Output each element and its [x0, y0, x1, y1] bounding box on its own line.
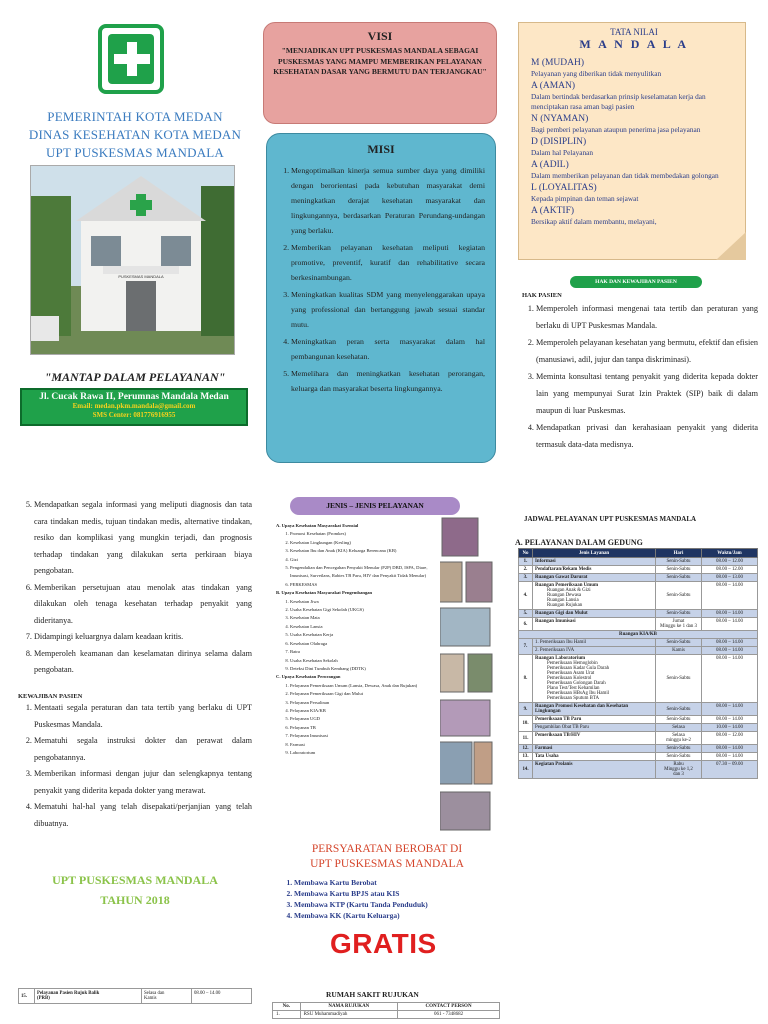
- row-sub: Pemeriksaan Kolestrol: [547, 676, 592, 681]
- section-title: C. Upaya Kesehatan Perorangan: [276, 674, 341, 680]
- row-hari: Senin-Sabtu: [656, 703, 702, 716]
- table-row: [519, 753, 758, 761]
- row-jam: 10.00 – 14.00: [702, 724, 758, 732]
- service-item: 9. Deteksi Dini Tumbuh Kembang (DDTK): [290, 665, 436, 673]
- row-name-text: Ruangan Pemeriksaan Umum: [535, 583, 599, 588]
- row-no: 5.: [519, 610, 533, 618]
- row-jam: 08.00 – 14.00: [192, 989, 252, 1004]
- service-item: 2. Pelayanan Pemeriksaan Gigi dan Mulut: [290, 690, 436, 698]
- row-name: [35, 989, 142, 1004]
- row-sub: Ruangan Anak & Gizi: [547, 588, 591, 593]
- row-jam: 08.00 – 14.00: [702, 753, 758, 761]
- row-hari-line: Jumat: [672, 619, 685, 624]
- hak-kewajiban-banner: HAK DAN KEWAJIBAN PASIEN: [570, 276, 702, 288]
- hak-pasien-continued: [18, 497, 252, 679]
- value-key: N (NYAMAN): [531, 114, 589, 124]
- row-jam: 08.00 – 12.00: [702, 732, 758, 745]
- table-row: [519, 558, 758, 566]
- value-desc: Dalam memberikan pelayanan dan tidak membedakan golongan: [531, 171, 719, 180]
- row-name: 2. Pemeriksaan IVA: [533, 647, 656, 655]
- table-row: [519, 732, 758, 745]
- row-name: Tata Usaha: [533, 753, 656, 761]
- jadwal-subtitle: A. PELAYANAN DALAM GEDUNG: [515, 538, 643, 547]
- kewajiban-item: 4. Mematuhi hal-hal yang telah disepakati/perjanjian yang telah dibuatnya.: [34, 799, 252, 832]
- row-sub: Plano Test/Test Kehamilan: [547, 686, 600, 691]
- hak-item: 8. Memperoleh keamanan dan keselamatan dirinya selama dalam pengobatan.: [34, 646, 252, 679]
- row-hari-line: dan 3: [673, 772, 684, 777]
- row-no: 4.: [519, 582, 533, 610]
- row-jam: 07.30 – 09.00: [702, 761, 758, 779]
- col-header: Jenis Layanan: [533, 549, 656, 558]
- misi-box: [266, 133, 496, 463]
- puskesmas-building-photo: [30, 165, 235, 355]
- row-no: 7.: [519, 639, 533, 655]
- table-row: [519, 655, 758, 703]
- row-hari: Senin-Sabtu: [656, 566, 702, 574]
- jadwal-table: [518, 548, 758, 779]
- row-no: 14.: [519, 761, 533, 779]
- col-header: Waktu/Jam: [702, 549, 758, 558]
- row-jam: 08.00 – 14.00: [702, 745, 758, 753]
- row-hari: Kamis: [656, 647, 702, 655]
- table-row: [519, 724, 758, 732]
- kewajiban-title: KEWAJIBAN PASIEN: [18, 693, 83, 700]
- row-hari: Senin-Sabtu: [656, 639, 702, 647]
- upt-year-footer: [40, 870, 230, 910]
- section-title: B. Upaya Kesehatan Masyarakat Pengembangan: [276, 590, 373, 596]
- table-row: [19, 989, 252, 1004]
- service-item: 5. Pengendalian dan Pencegahan Penyakit Menular (P2P) DBD, ISPA, Diare, Imunisasi, Surveilans, Rabies TB Paru, HIV dan Penyakit Tidak Menular): [290, 564, 436, 581]
- row-jam: 08.00 – 14.00: [702, 716, 758, 724]
- hak-item: 3. Meminta konsultasi tentang penyakit yang diderita kepada dokter lain yang mempunyai Surat Izin Praktek (SIP) baik di dalam maupun di luar Puskesmas.: [536, 368, 758, 419]
- row-name: Kegiatan Prolanis: [533, 761, 656, 779]
- service-item: 1. Pelayanan Pemeriksaan Umum (Lansia, Dewasa, Anak dan Rujukan): [290, 682, 436, 690]
- hak-pasien-title: HAK PASIEN: [522, 292, 562, 299]
- row-name-line: (PRB): [37, 996, 50, 1001]
- service-item: 7. Pelayanan Imunisasi: [290, 732, 436, 740]
- persyaratan-title-line2: UPT PUSKESMAS MANDALA: [310, 858, 464, 870]
- service-item: 1. Kesehatan Jiwa: [290, 598, 436, 606]
- row-jam: 08.00 – 14.00: [702, 582, 758, 610]
- row-hari: Senin-Sabtu: [656, 574, 702, 582]
- service-item: 8. Usaha Kesehatan Sekolah: [290, 657, 436, 665]
- row-no: 8.: [519, 655, 533, 703]
- hak-item: 4. Mendapatkan privasi dan kerahasiaan penyakit yang diderita termasuk data-data medisnya.: [536, 419, 758, 453]
- misi-item: 1. Mengoptimalkan kinerja semua sumber daya yang dimiliki dengan berorientasi pada kebutuhan masyarakat demi meningkatkan derajat kesehatan masyarakat dan lingkungannya, berdasarkan Peraturan Perundang-undangan yang berlaku.: [291, 163, 485, 238]
- row-name: Farmasi: [533, 745, 656, 753]
- hak-item: 1. Memperoleh informasi mengenai tata tertib dan peraturan yang berlaku di UPT Puskesmas Mandala.: [536, 300, 758, 334]
- persyaratan-title: [272, 842, 502, 872]
- persyaratan-item: 3. Membawa KTP (Kartu Tanda Penduduk): [294, 899, 428, 910]
- service-item: 6. Kesehatan Olahraga: [290, 640, 436, 648]
- hak-item: 6. Memberikan persetujuan atau menolak atas tindakan yang dilakukan oleh tenaga kesehatan terhadap penyakit yang dideritanya.: [34, 580, 252, 630]
- persyaratan-item: 4. Membawa KK (Kartu Keluarga): [294, 910, 428, 921]
- service-photo: [474, 742, 492, 784]
- row-hari-line: Minggu ke 1,2: [664, 767, 693, 772]
- table-row: [519, 574, 758, 582]
- service-photo: [440, 742, 472, 784]
- col-header: NAMA RUJUKAN: [300, 1003, 397, 1011]
- misi-item: 5. Memelihara dan meningkatkan kesehatan perorangan, keluarga dan masyarakat beserta lingkungannya.: [291, 366, 485, 396]
- col-header: Hari: [656, 549, 702, 558]
- persyaratan-item: 1. Membawa Kartu Berobat: [294, 877, 428, 888]
- table-row: [519, 631, 758, 639]
- row-hari-line: Minggu ke 1 dan 3: [660, 624, 697, 629]
- row-sub: Pemeriksaan Hemoglobin: [547, 661, 598, 666]
- service-photo: [440, 654, 464, 692]
- row-jam: 08.00 – 14.00: [702, 655, 758, 703]
- year: TAHUN 2018: [100, 893, 170, 907]
- row-no: 12.: [519, 745, 533, 753]
- row-no: 13.: [519, 753, 533, 761]
- service-item: 9. Laboratorium: [290, 749, 436, 757]
- gov-line-2: DINAS KESEHATAN KOTA MEDAN: [28, 127, 242, 142]
- col-header: No: [519, 549, 533, 558]
- tata-nilai-box: [518, 22, 746, 260]
- jenis-pelayanan-list: [276, 522, 436, 757]
- table-header-row: [519, 549, 758, 558]
- row-name: 1. Pemeriksaan Ibu Hamil: [533, 639, 656, 647]
- kewajiban-list: [18, 700, 252, 832]
- hak-item: 2. Memperoleh pelayanan kesehatan yang bermutu, efektif dan efisien (manusiawi, adil, jujur dan tanpa diskriminasi).: [536, 334, 758, 368]
- value-desc: Pelayanan yang diberikan tidak menyulitkan: [531, 69, 662, 78]
- row-name: [533, 655, 656, 703]
- row-jam: 08.00 – 13.00: [702, 574, 758, 582]
- gov-line-1: PEMERINTAH KOTA MEDAN: [47, 109, 223, 124]
- row-name: Pengambilan Obat TB Paru: [533, 724, 656, 732]
- address-email: Email: medan.pkm.mandala@gmail.com: [72, 402, 196, 410]
- row-jam: 08.00 – 14.00: [702, 703, 758, 716]
- service-item: 2. Kesehatan Lingkungan (Kesling): [290, 539, 436, 547]
- service-item: 6. Pelayanan TB: [290, 724, 436, 732]
- value-key: A (AKTIF): [531, 206, 575, 216]
- motto: "MANTAP DALAM PELAYANAN": [44, 370, 226, 384]
- service-photo: [466, 562, 492, 602]
- row-name: [533, 582, 656, 610]
- row-no: 9.: [519, 703, 533, 716]
- service-photo: [440, 700, 490, 736]
- hak-pasien-list: [520, 300, 758, 453]
- hak-item: 7. Didampingi keluargnya dalam keadaan kritis.: [34, 629, 252, 646]
- row-hari: Senin-Sabtu: [656, 610, 702, 618]
- kewajiban-item: 2. Mematuhi segala instruksi dokter dan perawat dalam pengobatannya.: [34, 733, 252, 766]
- service-item: 4. Gizi: [290, 556, 436, 564]
- kewajiban-item: 3. Memberikan informasi dengan jujur dan selengkapnya tentang penyakit yang diderita kepada dokter yang merawat.: [34, 766, 252, 799]
- row-hari: Senin-Sabtu: [656, 745, 702, 753]
- table-header-row: [273, 1003, 500, 1011]
- building-sign-text: PUSKESMAS MANDALA: [118, 274, 164, 279]
- service-item: 3. Pelayanan Persalinan: [290, 699, 436, 707]
- row-hari: Senin-Sabtu: [656, 582, 702, 610]
- service-photo: [442, 518, 478, 556]
- table-row: [519, 647, 758, 655]
- row-hari: Senin-Sabtu: [656, 753, 702, 761]
- row-hari: Selasa: [656, 724, 702, 732]
- table-row: [519, 582, 758, 610]
- jenis-pelayanan-banner: JENIS – JENIS PELAYANAN: [290, 497, 460, 515]
- value-desc: Dalam hal Pelayanan: [531, 148, 593, 157]
- rujukan-title: RUMAH SAKIT RUJUKAN: [326, 990, 419, 999]
- jadwal-title: JADWAL PELAYANAN UPT PUSKESMAS MANDALA: [524, 515, 697, 523]
- row-sub: Pemeriksaan Asam Urat: [547, 671, 595, 676]
- service-item: 2. Usaha Kesehatan Gigi Sekolah (UKGS): [290, 606, 436, 614]
- row-hari: Senin-Sabtu: [656, 716, 702, 724]
- row-no: 10.: [519, 716, 533, 732]
- row-no: 15.: [19, 989, 35, 1004]
- row-no: 2.: [519, 566, 533, 574]
- visi-heading: VISI: [367, 29, 393, 43]
- table-row: [519, 703, 758, 716]
- row-jam: 08.00 – 12.00: [702, 558, 758, 566]
- value-desc: Bagi pemberi pelayanan ataupun penerima jasa pelayanan: [531, 125, 701, 134]
- kewajiban-item: 1. Mentaati segala peraturan dan tata tertib yang berlaku di UPT Puskesmas Mandala.: [34, 700, 252, 733]
- value-key: A (ADIL): [531, 160, 569, 170]
- section-title: A. Upaya Kesehatan Masyarakat Esensial: [276, 523, 359, 528]
- row-sub: Ruangan Dewasa: [547, 593, 582, 598]
- table-row: [519, 761, 758, 779]
- row-hari: Senin-Sabtu: [656, 558, 702, 566]
- row-hari-line: Selasa: [672, 733, 685, 738]
- rujukan-name: RSU Muhammadiyah: [300, 1011, 397, 1019]
- service-item: 3. Kesehatan Ibu dan Anak (KIA) Keluarga Berencana (KB): [290, 547, 436, 555]
- service-photo: [440, 562, 462, 602]
- col-header: CONTACT PERSON: [398, 1003, 500, 1011]
- service-photo: [440, 608, 490, 646]
- service-item: 8. Farmasi: [290, 741, 436, 749]
- row-no: 3.: [519, 574, 533, 582]
- row-name: Informasi: [533, 558, 656, 566]
- hak-item: 5. Mendapatkan segala informasi yang meliputi diagnosis dan tata cara tindakan medis, tujuan tindakan medis, alternative tindakan, resiko dan komplikasi yang mungkin terjadi, dan prognosis terhadap tindakan yang dilakukan serta perkiraan biaya pengobatan.: [34, 497, 252, 580]
- table-row: [273, 1011, 500, 1019]
- row-jam: 08.00 – 14.00: [702, 618, 758, 631]
- misi-heading: MISI: [367, 142, 395, 156]
- row-sub: Pemeriksaan Sputum BTA: [547, 696, 600, 701]
- value-key: D (DISIPLIN): [531, 137, 587, 147]
- service-item: 1. Promosi Kesehatan (Promkes): [290, 530, 436, 538]
- table-row: [519, 566, 758, 574]
- row-no: 1.: [519, 558, 533, 566]
- row-sub: Pemeriksaan HBsAg Ibu Hamil: [547, 691, 610, 696]
- persyaratan-item: 2. Membawa Kartu BPJS atau KIS: [294, 888, 428, 899]
- row-sub: Pemeriksaan Golongan Darah: [547, 681, 606, 686]
- row-hari-line: Kamis: [144, 996, 157, 1001]
- service-item: 4. Kesehatan Lansia: [290, 623, 436, 631]
- row-name: Ruangan Promosi Kesehatan dan Kesehatan Lingkungan: [533, 703, 656, 716]
- address-street: Jl. Cucak Rawa II, Perumnas Mandala Medan: [39, 392, 229, 402]
- row-name: Ruangan Imunisasi: [533, 618, 656, 631]
- address-sms: SMS Center: 081776916955: [92, 411, 176, 419]
- tata-nilai-heading: TATA NILAI: [610, 27, 658, 37]
- service-photo-strip: [440, 516, 494, 834]
- row-hari: Senin-Sabtu: [656, 655, 702, 703]
- visi-text: "MENJADIKAN UPT PUSKESMAS MANDALA SEBAGAI PUSKESMAS YANG MAMPU MEMBERIKAN PELAYANAN KESEHATAN DASAR YANG BERMUTU DAN TERJANGKAU": [273, 46, 487, 76]
- service-item: 3. Kesehatan Mata: [290, 614, 436, 622]
- row-jam: 08.00 – 12.00: [702, 566, 758, 574]
- address-box: [20, 388, 248, 426]
- health-cross-logo: [98, 24, 164, 94]
- service-item: 4. Pelayanan KIA/KB: [290, 707, 436, 715]
- rujukan-contact: 061 - 7348682: [398, 1011, 500, 1019]
- table-row: [519, 716, 758, 724]
- table-row: [519, 639, 758, 647]
- jadwal-row-15: [18, 988, 252, 1004]
- row-name: Ruangan Gawat Darurat: [533, 574, 656, 582]
- rujukan-table: [272, 1002, 500, 1019]
- row-name: Ruangan Gigi dan Mulut: [533, 610, 656, 618]
- misi-item: 2. Memberikan pelayanan kesehatan meliputi kegiatan promotive, preventif, kuratif dan rehabilitative secara berkesinambungan.: [291, 240, 485, 285]
- tata-nilai-name: M A N D A L A: [579, 37, 689, 51]
- value-desc: Bersikap aktif dalam membantu, melayani,: [531, 217, 657, 226]
- table-row: [519, 618, 758, 631]
- row-jam: 08.00 – 14.00: [702, 639, 758, 647]
- row-hari: [142, 989, 192, 1004]
- row-jam: 08.00 – 14.00: [702, 647, 758, 655]
- row-sub: Ruangan Lansia: [547, 598, 579, 603]
- service-item: 5. Pelayanan UGD: [290, 715, 436, 723]
- row-hari: [656, 618, 702, 631]
- row-no: 11.: [519, 732, 533, 745]
- gratis-label: GRATIS: [330, 928, 437, 959]
- row-name: Pemeriksaan TB/HIV: [533, 732, 656, 745]
- row-sub: Ruangan Rujukan: [547, 603, 583, 608]
- row-no: 6.: [519, 618, 533, 631]
- table-row: [519, 610, 758, 618]
- row-jam: 08.00 – 14.00: [702, 610, 758, 618]
- row-hari-line: minggu ke-2: [666, 738, 691, 743]
- service-item: 5. Usaha Kesehatan Kerja: [290, 631, 436, 639]
- kia-section-label: Ruangan KIA/KB: [519, 631, 758, 639]
- row-name: Pemeriksaan TB Paru: [533, 716, 656, 724]
- row-hari: [656, 761, 702, 779]
- misi-item: 4. Meningkatkan peran serta masyarakat dalam hal pembangunan kesehatan.: [291, 334, 485, 364]
- row-name-text: Ruangan Laboratorium: [535, 656, 586, 661]
- row-hari: [656, 732, 702, 745]
- persyaratan-title-line1: PERSYARATAN BEROBAT DI: [311, 843, 463, 855]
- row-hari-line: Rabu: [673, 762, 684, 767]
- misi-item: 3. Meningkatkan kualitas SDM yang menyelenggarakan upaya yang professional dan bertanggung jawab sesuai standar mutu.: [291, 287, 485, 332]
- value-desc: Kepada pimpinan dan teman sejawat: [531, 194, 639, 203]
- row-name: Pendaftaran/Rekam Medis: [533, 566, 656, 574]
- visi-box: [263, 22, 497, 124]
- value-key: M (MUDAH): [531, 58, 585, 68]
- value-desc: Dalam bertindak berdasarkan prinsip keselamatan kerja dan menciptakan rasa aman bagi pasien: [531, 92, 706, 111]
- table-row: [519, 745, 758, 753]
- col-header: No.: [273, 1003, 301, 1011]
- gov-line-3: UPT PUSKESMAS MANDALA: [45, 145, 225, 160]
- service-photo: [440, 792, 490, 830]
- persyaratan-list: [282, 877, 428, 921]
- row-name-line: Pelayanan Pasien Rujuk Balik: [37, 991, 100, 996]
- row-sub: Pemeriksaan Kadar Gula Darah: [547, 666, 610, 671]
- row-hari-line: Selasa dan: [144, 991, 165, 996]
- service-item: 7. Batra: [290, 648, 436, 656]
- value-key: A (AMAN): [531, 81, 576, 91]
- upt-name: UPT PUSKESMAS MANDALA: [52, 873, 218, 887]
- service-item: 6. PERKESMAS: [290, 581, 436, 589]
- value-key: L (LOYALITAS): [531, 183, 597, 193]
- rujukan-no: 1.: [273, 1011, 301, 1019]
- service-photo: [468, 654, 492, 692]
